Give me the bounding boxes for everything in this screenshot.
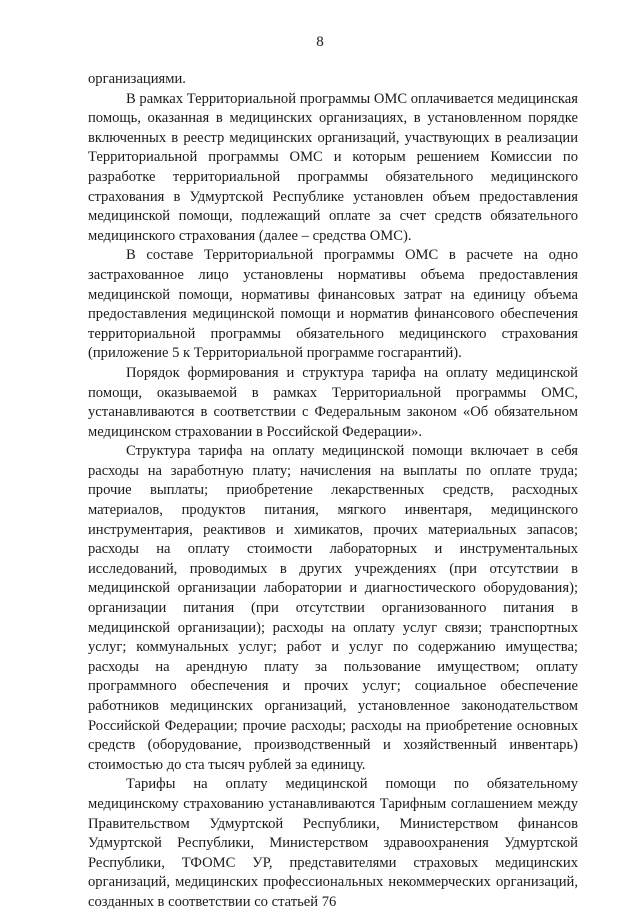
page-number: 8 — [316, 34, 324, 50]
paragraph-norms: В составе Территориальной программы ОМС в расчете на одно застрахованное лицо установлены нормативы объема предоставления медицинской помощи, нормативы финансовых затрат на единицу объема предоставления медицинской помощи и норматив финансового обеспечения территориальной программы обязательного медицинского страхования (приложение 5 к Территориальной программе госгарантий). — [88, 247, 578, 362]
paragraph-tariff-procedure: Порядок формирования и структура тарифа на оплату медицинской помощи, оказываемой в рамках Территориальной программы ОМС, устанавливаются в соответствии с Федеральным законом «Об обязательном медицинском страховании в Российской Федерации». — [88, 364, 578, 440]
paragraph-continuation: организациями. — [88, 71, 186, 87]
paragraph-tariff-agreement: Тарифы на оплату медицинской помощи по обязательному медицинскому страхованию устанавливаются Тарифным соглашением между Правительством Удмуртской Республики, Министерством финансов Удмуртской Республики, Министерством здравоохранения Удмуртской Республики, ТФОМС УР, представителями страховых медицинских организаций, медицинских профессиональных некоммерческих организаций, созданных в соответствии со статьей 76 — [88, 776, 578, 910]
paragraph-tariff-structure: Структура тарифа на оплату медицинской помощи включает в себя расходы на заработную плату; начисления на выплаты по оплате труда; прочие выплаты; приобретение лекарственных средств, расходных материалов, продуктов питания, мягкого инвентаря, медицинского инструментария, реактивов и химикатов, прочих материальных запасов; расходы на оплату стоимости лабораторных и инструментальных исследований, проводимых в других учреждениях (при отсутствии в медицинской организации лаборатории и диагностического оборудования); организации питания (при отсутствии организованного питания в медицинской организации); расходы на оплату услуг связи; транспортных услуг; коммунальных услуг; работ и услуг по содержанию имущества; расходы на арендную плату за пользование имуществом; оплату программного обеспечения и прочих услуг; социальное обеспечение работников медицинских организаций, установленное законодательством Российской Федерации; прочие расходы; расходы на приобретение основных средств (оборудование, производственный и хозяйственный инвентарь) стоимостью до ста тысяч рублей за единицу. — [88, 443, 578, 773]
paragraph-payment-scope: В рамках Территориальной программы ОМС оплачивается медицинская помощь, оказанная в медицинских организациях, в установленном порядке включенных в реестр медицинских организаций, участвующих в реализации Территориальной программы ОМС и которым решением Комиссии по разработке территориальной программы обязательного медицинского страхования в Удмуртской Республике установлен объем предоставления медицинской помощи, подлежащий оплате за счет средств обязательного медицинского страхования (далее – средства ОМС). — [88, 90, 578, 244]
document-body — [88, 70, 578, 913]
